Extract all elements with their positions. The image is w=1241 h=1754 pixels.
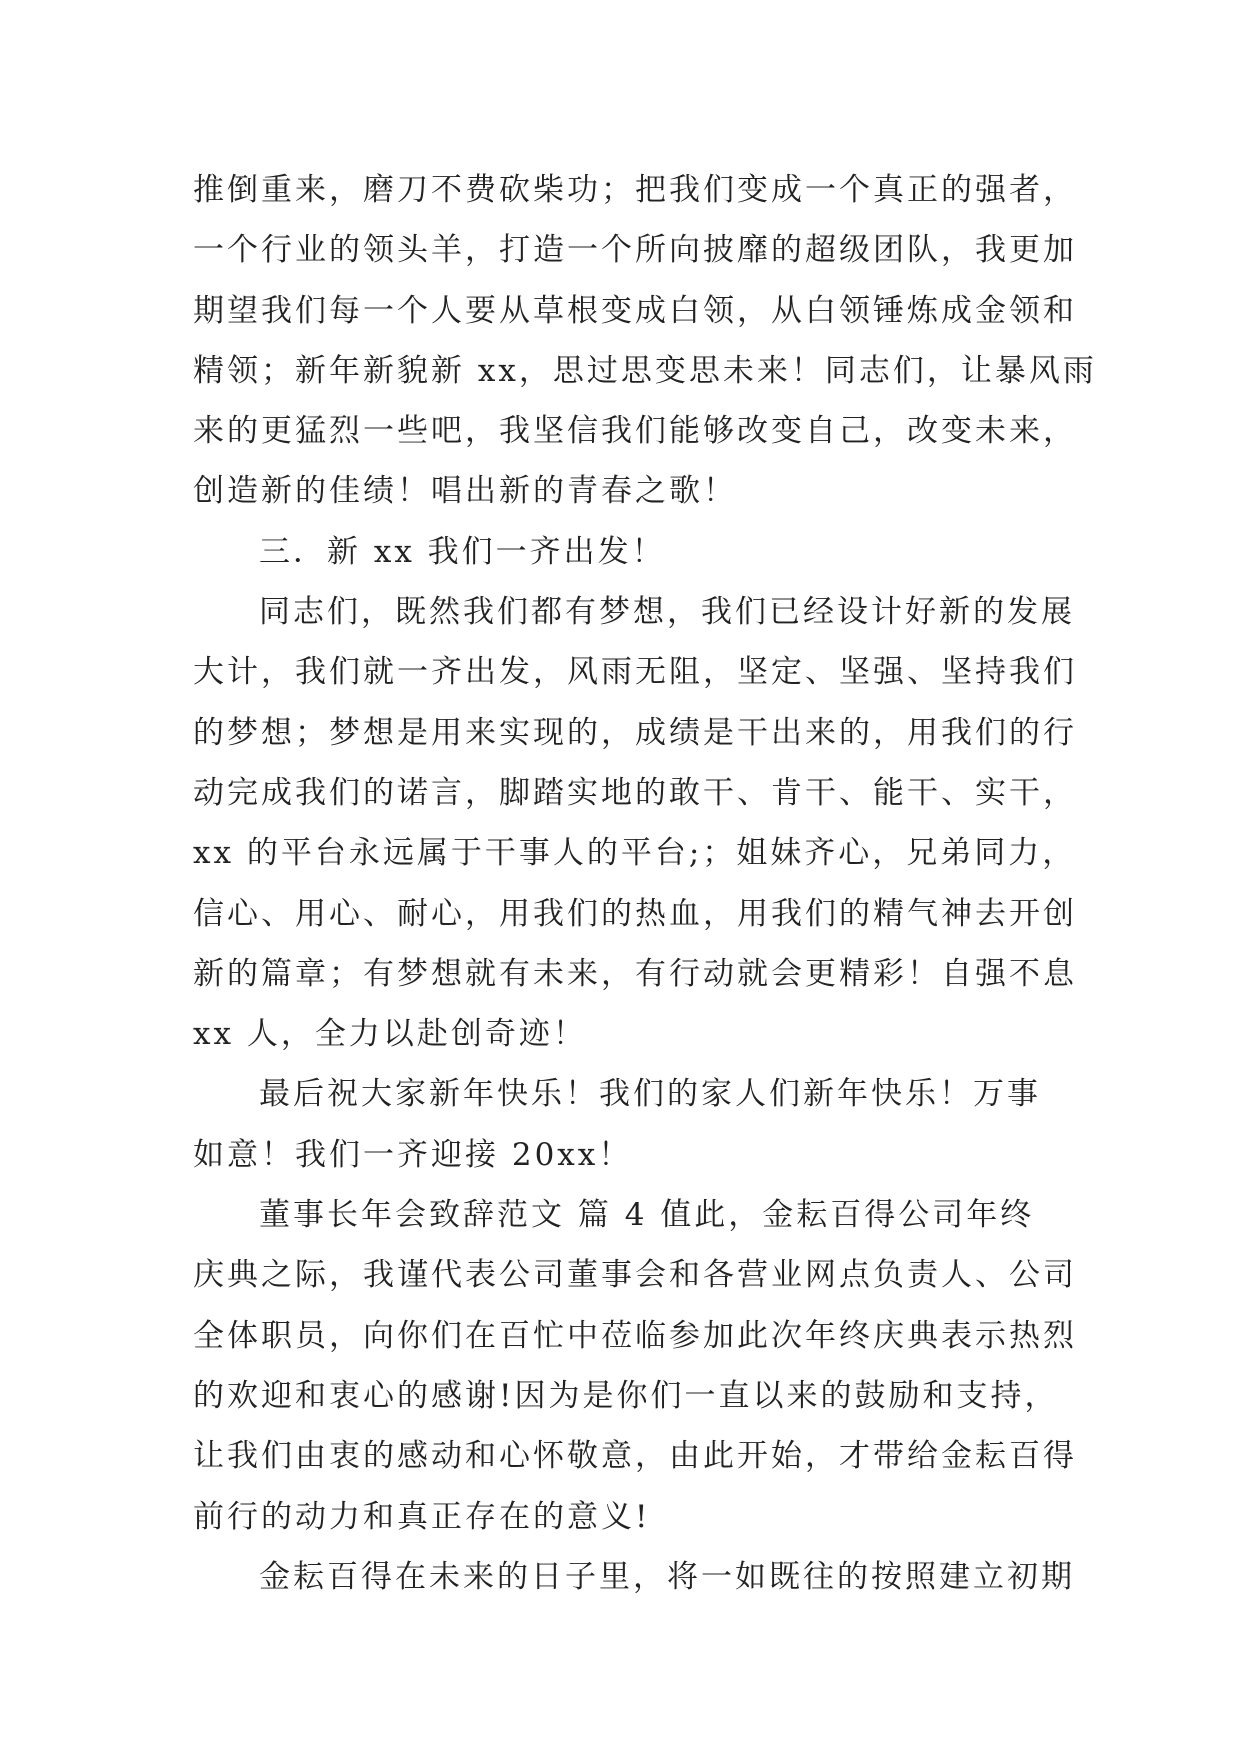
text-line: 期望我们每一个人要从草根变成白领，从白领锤炼成金领和 (193, 292, 1077, 329)
text-line: 最后祝大家新年快乐！我们的家人们新年快乐！万事 (259, 1076, 1041, 1113)
text-line: 创造新的佳绩！唱出新的青春之歌！ (193, 473, 737, 510)
text-line: 同志们，既然我们都有梦想，我们已经设计好新的发展 (259, 594, 1075, 631)
document-body (193, 160, 1097, 1607)
text-line: 金耘百得在未来的日子里，将一如既往的按照建立初期 (259, 1558, 1075, 1595)
text-line: 三．新 xx 我们一齐出发！ (259, 533, 666, 570)
text-line: 新的篇章；有梦想就有未来，有行动就会更精彩！自强不息 (193, 955, 1077, 992)
text-line: 推倒重来，磨刀不费砍柴功；把我们变成一个真正的强者， (193, 172, 1077, 208)
text-line: 动完成我们的诺言，脚踏实地的敢干、肯干、能干、实干， (193, 774, 1077, 811)
text-line: 的欢迎和衷心的感谢!因为是你们一直以来的鼓励和支持， (193, 1377, 1059, 1414)
text-line: 如意！我们一齐迎接 20xx！ (193, 1136, 633, 1173)
text-line: 让我们由衷的感动和心怀敬意，由此开始，才带给金耘百得 (193, 1438, 1077, 1475)
text-line: xx 人，全力以赴创奇迹！ (193, 1016, 587, 1053)
text-line: 信心、用心、耐心，用我们的热血，用我们的精气神去开创 (193, 895, 1077, 932)
text-line: 庆典之际，我谨代表公司董事会和各营业网点负责人、公司 (193, 1257, 1077, 1294)
text-line: 来的更猛烈一些吧，我坚信我们能够改变自己，改变未来， (193, 413, 1077, 450)
text-line: 精领；新年新貌新 xx，思过思变思未来！同志们，让暴风雨 (193, 352, 1097, 389)
text-line: 全体职员，向你们在百忙中莅临参加此次年终庆典表示热烈 (193, 1317, 1077, 1354)
text-line: 的梦想；梦想是用来实现的，成绩是干出来的，用我们的行 (193, 714, 1077, 751)
text-line: 一个行业的领头羊，打造一个所向披靡的超级团队，我更加 (193, 232, 1077, 269)
text-line: 大计，我们就一齐出发，风雨无阻，坚定、坚强、坚持我们 (193, 654, 1077, 691)
text-line: xx 的平台永远属于干事人的平台;；姐妹齐心，兄弟同力， (193, 835, 1077, 872)
text-line: 董事长年会致辞范文 篇 4 值此，金耘百得公司年终 (259, 1197, 1035, 1234)
text-line: 前行的动力和真正存在的意义! (193, 1498, 651, 1535)
